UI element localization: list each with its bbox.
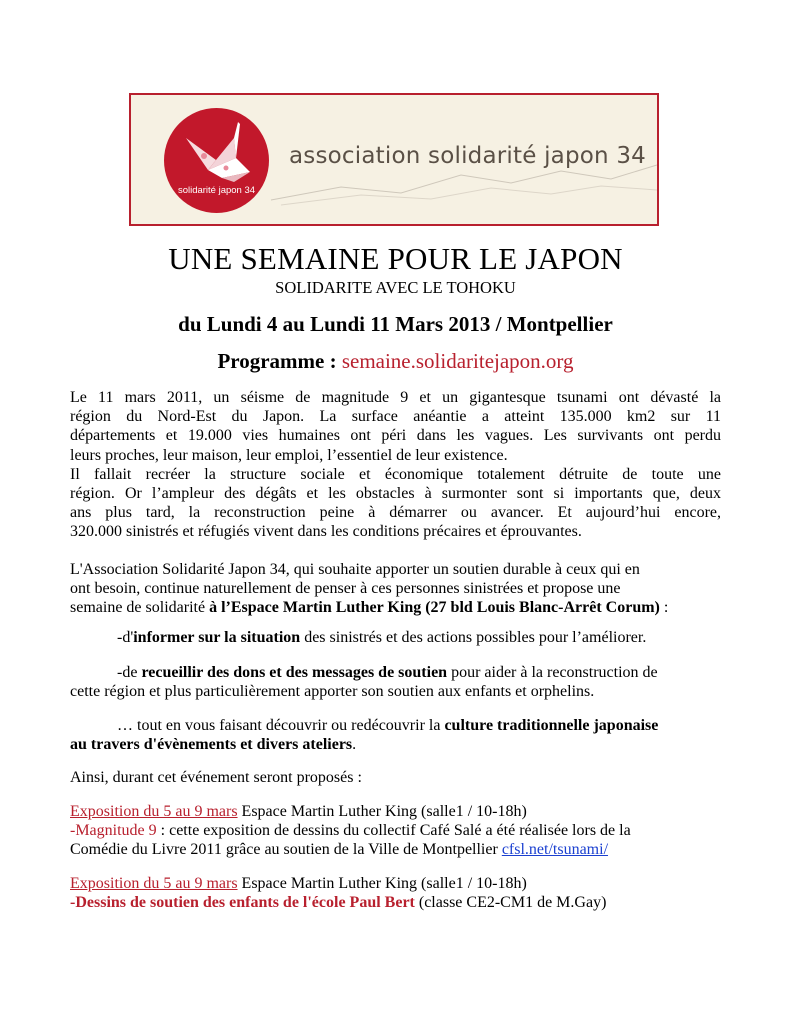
culture-text: … tout en vous faisant découvrir ou redécouvrir la bbox=[117, 717, 445, 734]
event-desc: Comédie du Livre 2011 grâce au soutien de la Ville de Montpellier bbox=[70, 841, 502, 859]
page-title: UNE SEMAINE POUR LE JAPON bbox=[168, 241, 623, 276]
bullet-prefix: -de bbox=[117, 664, 142, 681]
bullet-line bbox=[70, 663, 721, 682]
bullet-line: cette région et plus particulièrement apporter son soutien aux enfants et orphelins. bbox=[70, 683, 595, 701]
event-item bbox=[70, 874, 721, 912]
ainsi-line: Ainsi, durant cet événement seront proposés : bbox=[70, 769, 362, 786]
header-banner bbox=[129, 93, 659, 226]
programme-line bbox=[0, 349, 791, 374]
culture-paragraph bbox=[70, 716, 721, 754]
event-desc-line bbox=[70, 893, 721, 912]
association-text: semaine de solidarité bbox=[70, 599, 210, 617]
bullet-text: des sinistrés et des actions possibles pour l’améliorer. bbox=[300, 629, 647, 646]
bullet-bold: recueillir des dons et des messages de soutien bbox=[141, 664, 448, 681]
association-line: L'Association Solidarité Japon 34, qui souhaite apporter un soutien durable à ceux qui en bbox=[70, 561, 640, 578]
bullet-bold: informer sur la situation bbox=[133, 629, 301, 646]
culture-line bbox=[70, 716, 721, 735]
bullet-prefix: -d' bbox=[117, 629, 134, 646]
intro-line: ans plus tard, la reconstruction peine à démarrer ou avancer. Et aujourd’hui encore, bbox=[70, 504, 721, 522]
intro-line: Le 11 mars 2011, un séisme de magnitude 9 et un gigantesque tsunami ont dévasté la bbox=[70, 389, 721, 406]
event-header bbox=[70, 802, 721, 821]
event-desc: (classe CE2-CM1 de M.Gay) bbox=[414, 894, 607, 912]
logo bbox=[164, 108, 269, 213]
venue-address: à l’Espace Martin Luther King (27 bld Louis Blanc-Arrêt Corum) bbox=[209, 599, 660, 617]
event-dates: du Lundi 4 au Lundi 11 Mars 2013 / Montpellier bbox=[178, 312, 613, 336]
event-date: Exposition du 5 au 9 mars bbox=[70, 875, 238, 892]
association-text: : bbox=[659, 599, 669, 617]
culture-text: . bbox=[352, 736, 357, 754]
bullet-inform bbox=[117, 628, 721, 647]
event-item bbox=[70, 802, 721, 860]
intro-paragraph bbox=[70, 388, 721, 542]
intro-line: départements et 19.000 vies humaines ont péri dans les vagues. Les survivants ont perdu bbox=[70, 427, 721, 445]
event-header bbox=[70, 874, 721, 893]
event-place: Espace Martin Luther King (salle1 / 10-18h) bbox=[237, 803, 527, 820]
tsunami-link[interactable]: cfsl.net/tsunami/ bbox=[501, 841, 609, 859]
event-place: Espace Martin Luther King (salle1 / 10-18h) bbox=[237, 875, 527, 892]
intro-line: 320.000 sinistrés et réfugiés vivent dans les conditions précaires et éprouvantes. bbox=[70, 523, 582, 541]
page-subtitle: SOLIDARITE AVEC LE TOHOKU bbox=[275, 278, 516, 297]
association-paragraph bbox=[70, 560, 721, 618]
programme-label: Programme : bbox=[217, 349, 342, 373]
association-line: ont besoin, continue naturellement de penser à ces personnes sinistrées et propose une bbox=[70, 580, 621, 598]
logo-text: solidarité japon 34 bbox=[177, 185, 256, 196]
event-desc-line bbox=[70, 821, 721, 840]
event-name: -Dessins de soutien des enfants de l'école Paul Bert bbox=[70, 894, 415, 912]
association-name: association solidarité japon 34 bbox=[289, 143, 646, 169]
bullet-line bbox=[117, 628, 721, 647]
intro-line: leurs proches, leur maison, leur emploi, l’essentiel de leur existence. bbox=[70, 446, 508, 464]
event-date: Exposition du 5 au 9 mars bbox=[70, 803, 238, 820]
intro-line: Il fallait recréer la structure sociale et économique totalement détruite de toute une bbox=[70, 465, 721, 483]
event-desc: : cette exposition de dessins du collectif Café Salé a été réalisée lors de la bbox=[156, 822, 631, 840]
bullet-text: pour aider à la reconstruction de bbox=[447, 664, 658, 681]
intro-line: région du Nord-Est du Japon. La surface anéantie a atteint 135.000 km2 sur 11 bbox=[70, 408, 721, 426]
association-line bbox=[70, 598, 721, 617]
culture-bold: au travers d'évènements et divers ateliers bbox=[70, 736, 353, 754]
paper-crane-icon bbox=[164, 108, 269, 213]
culture-bold: culture traditionnelle japonaise bbox=[444, 717, 659, 734]
event-desc-line bbox=[70, 840, 721, 859]
bullet-donations bbox=[70, 663, 721, 701]
culture-line bbox=[70, 735, 721, 754]
intro-line: région. Or l’ampleur des dégâts et les obstacles à surmonter sont si importants que, deux bbox=[70, 485, 721, 503]
event-name: -Magnitude 9 bbox=[70, 822, 157, 840]
programme-url-link[interactable]: semaine.solidaritejapon.org bbox=[341, 349, 574, 373]
